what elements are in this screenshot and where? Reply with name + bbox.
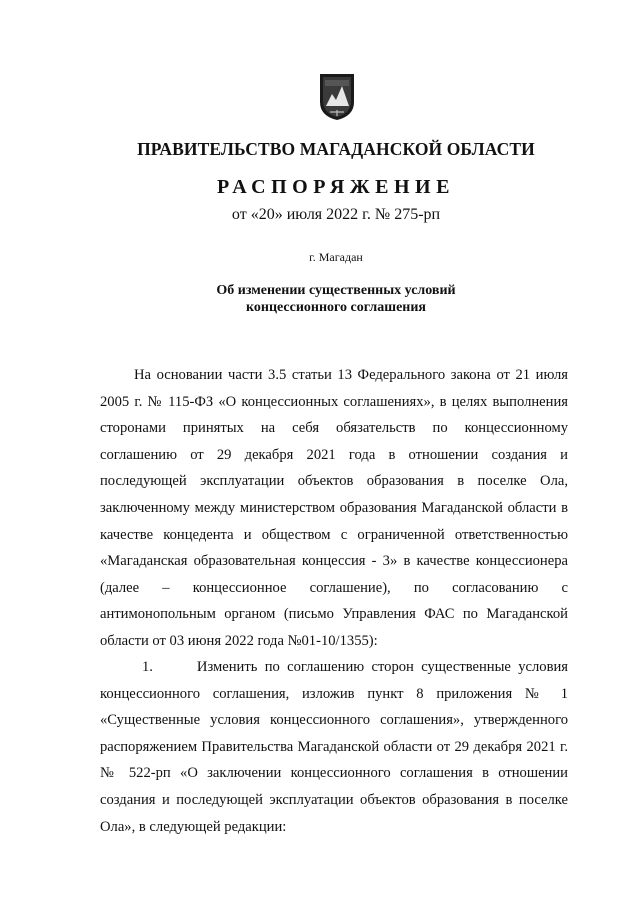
government-title: ПРАВИТЕЛЬСТВО МАГАДАНСКОЙ ОБЛАСТИ: [137, 139, 535, 159]
subject-line-1: Об изменении существенных условий: [216, 283, 456, 298]
coat-of-arms-icon: [318, 72, 356, 122]
paragraph-preamble: На основании части 3.5 статьи 13 Федерального закона от 21 июля 2005 г. № 115-ФЗ «О концессионных соглашениях», в целях выполнения сторонами принятых на себя обязательств по концессионному соглашению от 29 декабря 2021 года в отношении создания и последующей эксплуатации объектов образования в поселке Ола, заключенному между министерством образования Магаданской области в качестве концедента и обществом с ограниченной ответственностью «Магаданская образовательная концессия - 3» в качестве концессионера (далее – концессионное соглашение), по согласованию с антимонопольным органом (письмо Управления ФАС по Магаданской области от 03 июня 2022 года №01-10/1355):: [100, 367, 568, 649]
document-subject: [0, 282, 640, 316]
document-city: г. Магадан: [309, 250, 363, 264]
subject-line-2: концессионного соглашения: [246, 300, 426, 315]
paragraph-clause-1: 1. Изменить по соглашению сторон существенные условия концессионного соглашения, изложив пункт 8 приложения № 1 «Существенные условия концессионного соглашения», утвержденного распоряжением Правительства Магаданской области от 29 декабря 2021 г. № 522-рп «О заключении концессионного соглашения в отношении создания и последующей эксплуатации объектов образования в поселке Ола», в следующей редакции:: [100, 659, 572, 835]
document-type: РАСПОРЯЖЕНИЕ: [217, 176, 455, 198]
document-date-number: от «20» июля 2022 г. № 275-рп: [231, 206, 441, 223]
